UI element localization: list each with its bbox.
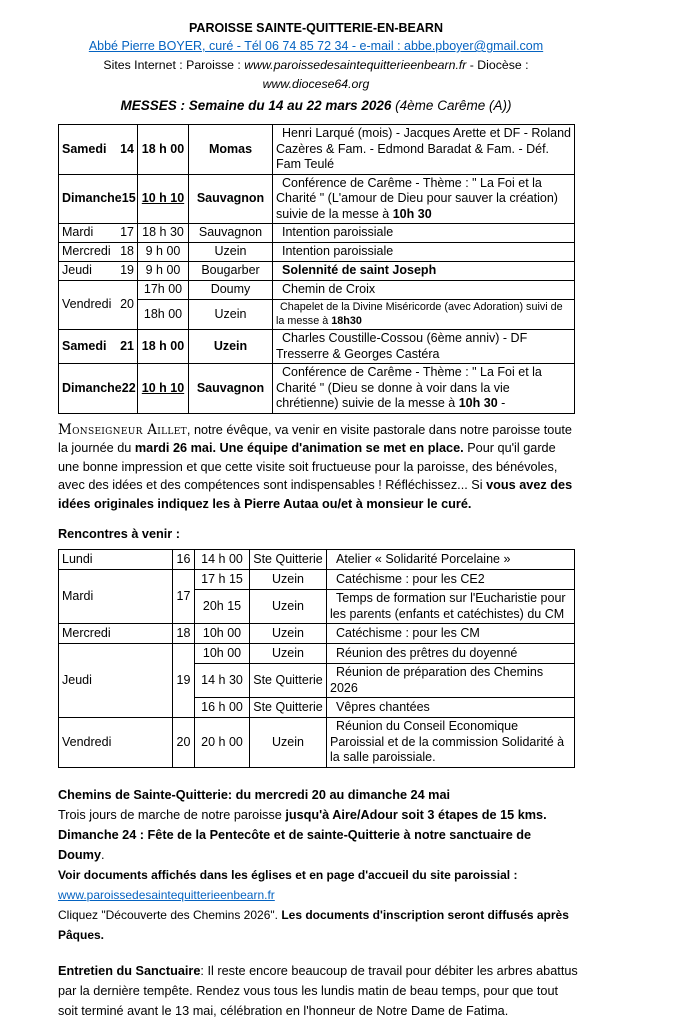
mass-time-cell: 9 h 00 — [138, 243, 189, 262]
desc-text: Conférence de Carême - Thème : " La Foi et la Charité " (Dieu se donne à voir dans la vie chrétienne) suivie de la messe à — [276, 365, 542, 410]
mass-day-cell — [59, 262, 138, 281]
table-row — [59, 624, 575, 644]
day-label: Mardi — [62, 225, 94, 240]
date-label: 20 — [120, 297, 134, 312]
meeting-date-cell: 19 — [173, 644, 195, 718]
day-date — [62, 244, 134, 260]
day-date — [62, 225, 134, 241]
date-label: 14 — [120, 141, 134, 156]
meeting-desc-cell: Temps de formation sur l'Eucharistie pour les parents (enfants et catéchistes) du CM — [327, 590, 575, 624]
mass-intentions-cell — [273, 300, 575, 330]
date-label: 22 — [121, 380, 136, 395]
mass-place-cell: Bougarber — [189, 262, 273, 281]
underlined-time: 10 h 10 — [141, 380, 185, 395]
chemins-title — [58, 785, 578, 805]
table-row — [59, 364, 575, 414]
meeting-place-cell: Uzein — [250, 644, 327, 664]
paragraph-bold-text: Entretien du Sanctuaire — [58, 963, 201, 978]
header — [58, 20, 574, 116]
paragraph-text: Pour qu'il garde une bonne impression et que cette visite soit fructueuse pour la paroisse, des bénévoles, avec des idées et des compétences sont indispensables ! Réfléchissez... Si — [58, 441, 558, 492]
mass-intentions-cell: Intention paroissiale — [273, 224, 575, 243]
paragraph-text: , notre évêque, va venir en visite pastorale dans notre paroisse toute la journée du — [58, 422, 572, 455]
meeting-day-cell: Lundi — [59, 550, 173, 570]
sites-separator: - Diocèse : — [466, 58, 529, 72]
meeting-place-cell: Ste Quitterie — [250, 698, 327, 718]
desc-text: Conférence de Carême - Thème : " La Foi et la Charité " (L'amour de Dieu pour sauver la création) suivie de la messe à — [276, 175, 558, 221]
date-label: 15 — [121, 191, 136, 205]
meeting-time-cell: 20 h 00 — [195, 718, 250, 768]
desc-bold-text: 10h 30 — [392, 206, 432, 221]
chemins-line-march — [58, 805, 578, 825]
meeting-time-cell: 10h 00 — [195, 624, 250, 644]
masses-week-title — [58, 95, 574, 116]
bishop-name: Monseigneur Aillet — [58, 421, 187, 438]
mass-intentions-cell: Chemin de Croix — [273, 281, 575, 300]
mass-place-cell: Doumy — [189, 281, 273, 300]
paragraph-bold-text: Les documents d'inscription seront diffusés après Pâques. — [58, 907, 569, 942]
meeting-date-cell: 17 — [173, 570, 195, 624]
mass-time-cell: 18 h 00 — [138, 330, 189, 364]
paragraph-text: . — [101, 847, 105, 862]
mass-intentions-cell — [273, 364, 575, 414]
mass-time-cell: 18 h 30 — [138, 224, 189, 243]
table-row — [59, 174, 575, 224]
bishop-visit-paragraph — [58, 421, 578, 514]
mass-place-cell: Momas — [189, 125, 273, 175]
day-label: Jeudi — [62, 263, 92, 278]
table-row — [59, 718, 575, 768]
meeting-place-cell: Uzein — [250, 590, 327, 624]
date-label: 18 — [120, 244, 134, 259]
table-row — [59, 243, 575, 262]
paragraph-bold-text: Voir documents affichés dans les églises et en page d'accueil du site paroissial : — [58, 867, 518, 882]
mass-intentions-cell — [273, 262, 575, 281]
chemins-link-line — [58, 885, 578, 905]
meeting-date-cell: 20 — [173, 718, 195, 768]
mass-day-cell — [59, 281, 138, 330]
mass-place-cell: Sauvagnon — [189, 364, 273, 414]
sanctuary-maintenance-paragraph — [58, 961, 578, 1021]
mass-time-cell: 17h 00 — [138, 281, 189, 300]
underlined-time: 10 h 10 — [141, 191, 185, 205]
chemins-line-cliquez — [58, 905, 578, 945]
table-row — [59, 550, 575, 570]
meeting-time-cell: 14 h 30 — [195, 664, 250, 698]
mass-intentions-cell: Charles Coustille-Cossou (6ème anniv) - DF Tresserre & Georges Castéra — [273, 330, 575, 364]
date-label: 21 — [120, 338, 134, 353]
mass-place-cell: Sauvagnon — [189, 174, 273, 224]
day-label: Dimanche — [62, 380, 122, 395]
table-row — [59, 125, 575, 175]
chemins-line-pentecote — [58, 825, 578, 865]
parish-site-link[interactable]: www.paroissedesaintequitterieenbearn.fr — [58, 887, 275, 902]
meeting-time-cell: 20h 15 — [195, 590, 250, 624]
meeting-place-cell: Ste Quitterie — [250, 664, 327, 698]
day-date — [62, 142, 134, 158]
mass-day-cell — [59, 125, 138, 175]
day-label: Mercredi — [62, 244, 111, 259]
meeting-desc-cell: Atelier « Solidarité Porcelaine » — [327, 550, 575, 570]
day-label: Samedi — [62, 338, 107, 353]
date-label: 19 — [120, 263, 134, 278]
mass-time-cell: 18h 00 — [138, 300, 189, 330]
mass-intentions-cell — [273, 174, 575, 224]
table-row — [59, 644, 575, 664]
meeting-date-cell: 16 — [173, 550, 195, 570]
mass-intentions-cell: Intention paroissiale — [273, 243, 575, 262]
paragraph-text: Cliquez "Découverte des Chemins 2026". — [58, 907, 282, 922]
meeting-place-cell: Uzein — [250, 718, 327, 768]
day-date — [62, 191, 134, 207]
day-date — [62, 381, 134, 397]
meeting-desc-cell: Réunion du Conseil Economique Paroissial et de la commission Solidarité à la salle paroissiale. — [327, 718, 575, 768]
masses-week-season: (4ème Carême (A)) — [391, 98, 512, 113]
table-row — [59, 262, 575, 281]
table-row — [59, 330, 575, 364]
meeting-time-cell: 17 h 15 — [195, 570, 250, 590]
page-title: PAROISSE SAINTE-QUITTERIE-EN-BEARN — [189, 21, 443, 35]
contact-line — [58, 37, 574, 56]
day-date — [62, 339, 134, 355]
mass-place-cell: Uzein — [189, 330, 273, 364]
desc-text: - — [497, 396, 506, 410]
paragraph-bold-text: jusqu'à Aire/Adour soit 3 étapes de 15 kms. — [285, 807, 547, 822]
diocese-site-url: www.diocese64.org — [262, 77, 370, 91]
date-label: 17 — [120, 225, 134, 240]
desc-bold-text: Solennité de saint Joseph — [282, 263, 437, 278]
mass-day-cell — [59, 364, 138, 414]
paragraph-bold-text: mardi 26 mai. Une équipe d'animation se met en place. — [134, 441, 464, 455]
meeting-day-cell: Jeudi — [59, 644, 173, 718]
mass-day-cell — [59, 174, 138, 224]
table-row — [59, 281, 575, 300]
sites-prefix: Sites Internet : Paroisse : — [103, 58, 245, 72]
meeting-desc-cell: Vêpres chantées — [327, 698, 575, 718]
masses-table — [58, 124, 575, 414]
parish-site-url: www.paroissedesaintequitterieenbearn.fr — [244, 58, 467, 72]
mass-time-cell: 9 h 00 — [138, 262, 189, 281]
contact-link[interactable]: Abbé Pierre BOYER, curé - Tél 06 74 85 72 34 - e-mail : abbe.pboyer@gmail.com — [88, 39, 544, 53]
mass-place-cell: Uzein — [189, 300, 273, 330]
meeting-time-cell: 14 h 00 — [195, 550, 250, 570]
desc-bold-text: 10h 30 — [458, 396, 498, 410]
meeting-day-cell: Vendredi — [59, 718, 173, 768]
mass-day-cell — [59, 243, 138, 262]
meeting-desc-cell: Catéchisme : pour les CM — [327, 624, 575, 644]
meeting-time-cell: 10h 00 — [195, 644, 250, 664]
mass-time-cell — [138, 174, 189, 224]
mass-time-cell — [138, 364, 189, 414]
mass-place-cell: Uzein — [189, 243, 273, 262]
meetings-section-title: Rencontres à venir : — [58, 527, 180, 541]
meeting-day-cell: Mardi — [59, 570, 173, 624]
day-label: Samedi — [62, 141, 107, 156]
mass-day-cell — [59, 224, 138, 243]
mass-place-cell: Sauvagnon — [189, 224, 273, 243]
day-date — [62, 263, 134, 279]
meeting-desc-cell: Réunion de préparation des Chemins 2026 — [327, 664, 575, 698]
meeting-date-cell: 18 — [173, 624, 195, 644]
sites-line — [58, 56, 574, 94]
paragraph-bold-text: vous avez des idées originales indiquez les à Pierre Autaa ou/et à monsieur le curé. — [58, 478, 573, 511]
chemins-line-documents — [58, 865, 578, 885]
day-label: Vendredi — [62, 297, 112, 312]
meeting-place-cell: Uzein — [250, 624, 327, 644]
meeting-desc-cell: Réunion des prêtres du doyenné — [327, 644, 575, 664]
table-row — [59, 570, 575, 590]
mass-day-cell — [59, 330, 138, 364]
chemins-title-text: Chemins de Sainte-Quitterie: du mercredi 20 au dimanche 24 mai — [58, 787, 451, 802]
meeting-place-cell: Ste Quitterie — [250, 550, 327, 570]
meetings-table — [58, 549, 575, 768]
table-row — [59, 224, 575, 243]
bulletin-content — [58, 20, 578, 1021]
paragraph-text: : Il reste encore beaucoup de travail pour débiter les arbres abattus par la dernière tempête. Rendez vous tous les lundis matin de beau temps, pour que tout soit terminé avant le 13 mai, célébration en l'honneur de Notre Dame de Fatima. — [58, 963, 578, 1018]
meeting-time-cell: 16 h 00 — [195, 698, 250, 718]
day-label: Dimanche — [62, 191, 122, 205]
chemins-section — [58, 785, 578, 945]
paragraph-bold-text: Dimanche 24 : Fête de la Pentecôte et de sainte-Quitterie à notre sanctuaire de Doumy — [58, 827, 532, 862]
desc-text: Chapelet de la Divine Miséricorde (avec Adoration) suivi de la messe à — [276, 301, 563, 327]
desc-bold-text: 18h30 — [331, 314, 362, 327]
meeting-desc-cell: Catéchisme : pour les CE2 — [327, 570, 575, 590]
mass-time-cell: 18 h 00 — [138, 125, 189, 175]
mass-intentions-cell: Henri Larqué (mois) - Jacques Arette et DF - Roland Cazères & Fam. - Edmond Baradat & Fam. - Déf. Fam Teulé — [273, 125, 575, 175]
masses-week-bold: MESSES : Semaine du 14 au 22 mars 2026 — [120, 98, 392, 113]
meeting-day-cell: Mercredi — [59, 624, 173, 644]
meeting-place-cell: Uzein — [250, 570, 327, 590]
day-date — [62, 297, 134, 313]
paragraph-text: Trois jours de marche de notre paroisse — [58, 807, 286, 822]
